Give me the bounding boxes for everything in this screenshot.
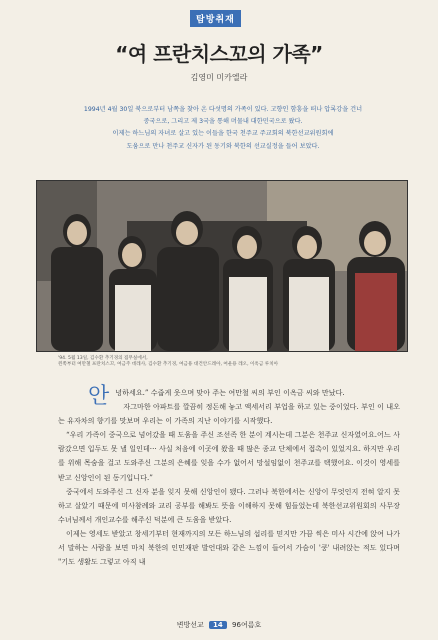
- page-footer: [0, 620, 438, 630]
- page-number: 14: [209, 621, 227, 629]
- body-paragraph: “우리 가족이 중국으로 넘어갔을 때 도움을 주신 조선족 한 분이 계시는데 그분은 천주교 신자였어요.어느 사람갔으면 입두도 못 낼 일인데··· 사실 처음에 이곳에 왔을 때 많은 종교 단체에서 접촉이 있었지요. 하지만 우리를 위해 목숨을 걸고 도와주신 그분의 은혜를 잊을 수가 없어서 망설임없이 천주교를 택했어요. 이것이 영세를 받고 신앙인이 된 동기입니다.”: [58, 430, 400, 482]
- lead-line: 중국으로, 그리고 제 3국을 통해 머물내 대한민국으로 왔다.: [143, 118, 303, 126]
- lead-line: 이제는 하느님의 자녀로 살고 있는 이들을 한국 천주교 주교회의 북한선교위원회에: [112, 130, 334, 138]
- section-tag: 탐방취재: [190, 10, 241, 27]
- body-paragraph: [58, 384, 400, 409]
- lead-line: 도움으로 만나 천주교 신자가 된 동기와 북한의 선교실정을 들어 보았다.: [126, 142, 320, 150]
- drop-cap: 안: [88, 384, 110, 409]
- article-title: “여 프란치스꼬의 가족”: [115, 42, 323, 66]
- caption-line: 왼쪽부터 여만철 프란치스꼬, 여금주 데레사, 김수환 추기경, 여금용 대건안드레아, 여운용 레오, 이옥금 루치아: [58, 362, 279, 368]
- magazine-name: 변방선교: [176, 621, 204, 629]
- caption-line: '94. 5월 13일, 김수환 추기경의 집무실에서,: [58, 356, 148, 361]
- lead-line: 1994년 4월 30일 북으로부터 남쪽을 찾아 온 다섯명의 가족이 있다. 고향인 함흥을 떠나 압록강을 건너: [83, 106, 363, 113]
- body-text: 녕하세요.” 수줍게 웃으며 맞아 주는 여만철 씨의 부인 이옥금 씨와 만났다.: [115, 388, 345, 397]
- body-paragraph: 자그마한 아파트를 깔끔히 정돈해 놓고 액세서리 부업을 하고 있는 중이었다. 부인 이 내오는 유자차의 향기를 맛보며 우리는 이 가족의 지난 이야기를 시작했다.: [58, 402, 400, 426]
- issue-name: 96여름호: [232, 621, 262, 629]
- body-paragraph: 중국에서 도와주신 그 신자 분을 잊지 못해 신앙인이 됐다. 그러나 북한에서는 신앙이 무엇인지 전혀 알지 못하고 살았기 때문에 미사참례와 교리 공부를 해봐도 뜻을 이해하지 못해 힘들었는데 북한선교위원회의 사무장 수녀님께서 개인교수를 해주신 덕분에 큰 도움을 받았다.: [58, 486, 400, 524]
- byline: 김영미 미카엘라: [190, 73, 248, 82]
- article-body: [58, 386, 400, 569]
- family-photo: [36, 180, 408, 352]
- lead-paragraph: [58, 104, 388, 153]
- body-paragraph: 이제는 영세도 받았고 창세기부터 현재까지의 모든 하느님의 섭리를 믿지만 가끔 씩은 미사 시간에 앉여 나가서 말하는 사람을 보면 마치 북한의 인민재판 발언대와 같은 느낌이 들어서 가슴이 '쿵' 내려앉는 적도 있다며 "기도 생활도 그렇고 아직 내: [58, 528, 400, 567]
- photo-caption: [58, 356, 288, 369]
